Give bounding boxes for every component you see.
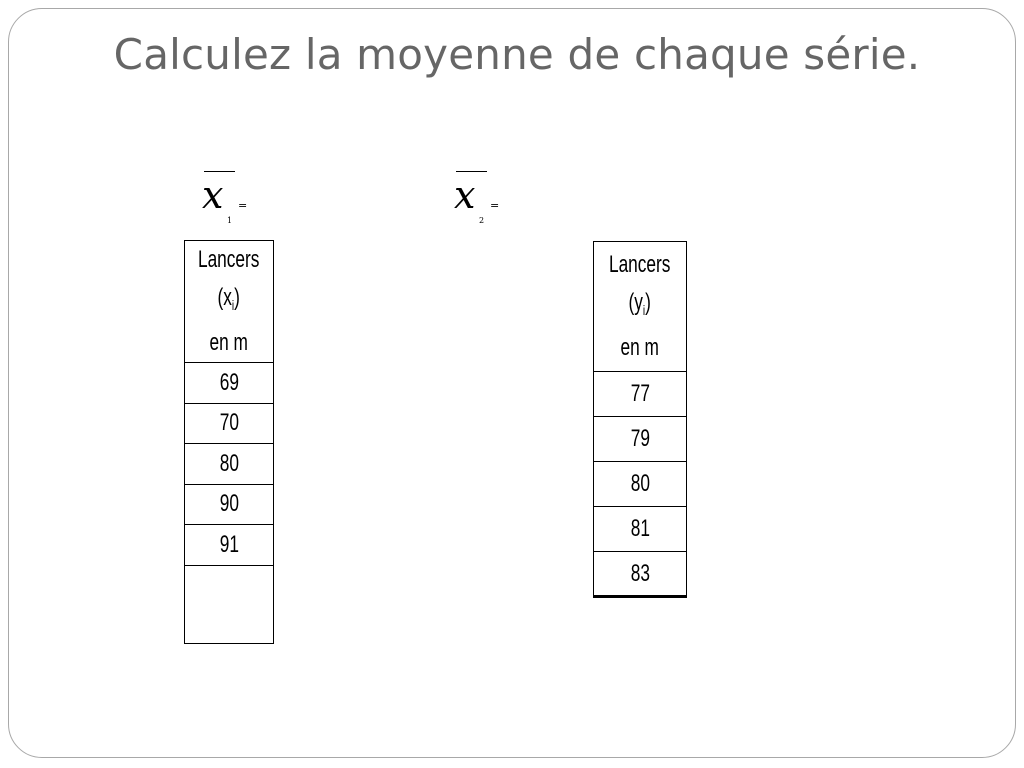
mean-bar <box>204 171 235 172</box>
table-cell: 80 <box>594 462 687 507</box>
table-cell: 83 <box>594 552 687 597</box>
mean-bar <box>456 171 487 172</box>
table-cell-empty <box>185 565 274 643</box>
header-line-3: en m <box>620 334 660 361</box>
table-cell: 70 <box>185 403 274 444</box>
mean-subscript: 2 <box>479 216 485 225</box>
series-2-table <box>593 241 687 598</box>
table-cell: 81 <box>594 507 687 552</box>
header-line-3: en m <box>209 329 249 356</box>
table-header <box>594 242 687 372</box>
series-1-table <box>184 240 274 644</box>
mean-variable: x <box>454 173 476 217</box>
mean-equals: = <box>490 199 500 212</box>
header-line-2: $(y_i)$ <box>628 289 652 318</box>
table-cell: 90 <box>185 484 274 525</box>
table-cell: 79 <box>594 417 687 462</box>
mean-x1-formula <box>202 171 262 235</box>
table-cell: 69 <box>185 363 274 404</box>
mean-subscript: 1 <box>227 216 233 225</box>
table-cell: 91 <box>185 525 274 566</box>
table-cell: 77 <box>594 372 687 417</box>
mean-variable: x <box>202 173 224 217</box>
table-header <box>185 241 274 363</box>
header-line-1: Lancers <box>609 251 671 278</box>
mean-equals: = <box>238 199 248 212</box>
slide-frame <box>8 8 1016 758</box>
table-cell: 80 <box>185 444 274 485</box>
mean-x2-formula <box>454 171 514 235</box>
header-line-2: $(x_i)$ <box>217 284 241 313</box>
slide-title: Calculez la moyenne de chaque série. <box>113 30 921 79</box>
header-line-1: Lancers <box>198 246 260 273</box>
